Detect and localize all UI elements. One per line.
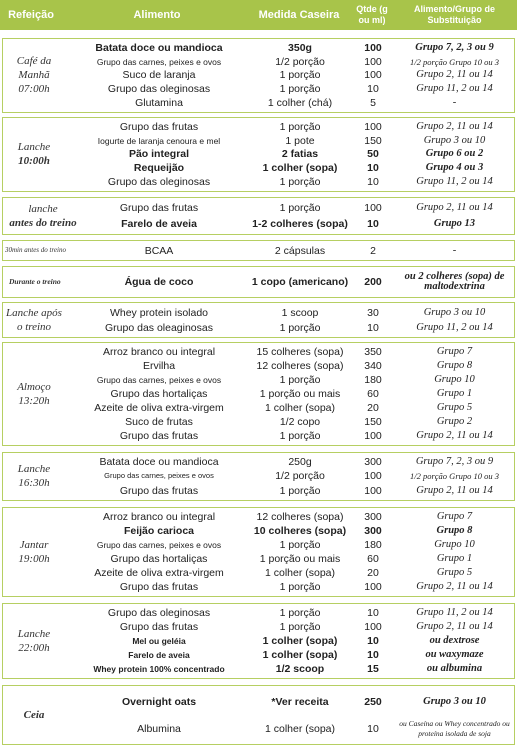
header-alimento: Alimento <box>133 9 181 21</box>
table-row <box>3 148 516 162</box>
qty-cell: 150 <box>364 134 382 147</box>
substitution-cell: Grupo 6 ou 2 <box>425 148 484 160</box>
substitution-cell: Grupo 13 <box>433 218 476 229</box>
measure-cell: 1-2 colheres (sopa) <box>252 218 348 230</box>
qty-cell: 10 <box>367 83 379 96</box>
substitution-cell: Grupo 7, 2, 3 ou 9 <box>415 41 494 53</box>
table-row <box>3 243 516 258</box>
measure-cell: 1 porção <box>279 202 321 214</box>
meal-block <box>2 240 515 261</box>
qty-cell: 10 <box>367 607 379 619</box>
substitution-cell: Grupo 10 <box>434 539 475 550</box>
substitution-cell: Grupo 2, 11 ou 14 <box>416 120 493 132</box>
substitution-cell: Grupo 2, 11 ou 14 <box>416 202 493 213</box>
substitution-cell: Grupo 11, 2 ou 14 <box>416 321 493 333</box>
qty-cell: 100 <box>364 69 382 82</box>
qty-cell: 10 <box>367 176 379 189</box>
meal-block <box>2 507 515 597</box>
substitution-cell: ou Caseína ou Whey concentrado ou proteína isolada de soja <box>399 718 510 738</box>
substitution-cell: Grupo 2, 11 ou 14 <box>416 581 493 592</box>
food-cell: Suco de frutas <box>125 416 193 428</box>
table-row <box>3 269 516 295</box>
measure-cell: 1 porção <box>279 581 321 593</box>
table-row <box>3 606 516 620</box>
measure-cell: 1 colher (chá) <box>267 97 333 110</box>
measure-cell: 10 colheres (sopa) <box>253 525 347 537</box>
qty-cell: 10 <box>367 162 379 175</box>
substitution-cell: ou 2 colheres (sopa) de maltodextrina <box>404 271 505 292</box>
measure-cell: 1 porção <box>279 83 321 96</box>
measure-cell: 1 porção <box>279 430 321 442</box>
substitution-cell: - <box>452 97 457 109</box>
substitution-cell: Grupo 1 <box>436 553 473 564</box>
food-cell: Arroz branco ou integral <box>102 346 216 358</box>
table-row <box>3 455 516 469</box>
food-cell: Grupo das hortaliças <box>110 553 208 565</box>
meal-block <box>2 302 515 338</box>
qty-cell: 100 <box>364 484 382 497</box>
measure-cell: 1 scoop <box>281 306 319 319</box>
food-cell: Batata doce ou mandioca <box>95 41 223 54</box>
measure-cell: *Ver receita <box>271 695 329 708</box>
header-alternativa: Alimento/Grupo de Substituição <box>414 4 495 25</box>
qty-cell: 100 <box>364 430 382 442</box>
table-row <box>3 134 516 148</box>
table-row <box>3 373 516 387</box>
substitution-cell: - <box>452 244 457 256</box>
measure-cell: 1 copo (americano) <box>251 276 349 288</box>
food-cell: Azeite de oliva extra-virgem <box>94 402 224 414</box>
qty-cell: 10 <box>367 722 379 735</box>
food-cell: Grupo das frutas <box>119 621 199 633</box>
food-cell: Grupo das oleginosas <box>107 176 211 189</box>
measure-cell: 1 porção <box>279 176 321 189</box>
table-row <box>3 620 516 634</box>
food-cell: Azeite de oliva extra-virgem <box>94 567 224 579</box>
qty-cell: 100 <box>364 120 382 133</box>
substitution-cell: Grupo 7 <box>436 511 473 522</box>
measure-cell: 1 colher (sopa) <box>264 567 336 579</box>
substitution-cell: Grupo 4 ou 3 <box>425 162 484 174</box>
substitution-cell: Grupo 10 <box>434 374 475 385</box>
qty-cell: 300 <box>364 525 382 537</box>
food-cell: Whey protein 100% concentrado <box>93 664 225 674</box>
qty-cell: 2 <box>370 244 376 257</box>
meal-block <box>2 452 515 501</box>
substitution-cell: Grupo 8 <box>436 360 473 371</box>
qty-cell: 60 <box>367 388 379 400</box>
meal-label: Lanche 16:30h <box>17 463 51 489</box>
table-row <box>3 41 516 55</box>
table-row <box>3 648 516 662</box>
table-row <box>3 69 516 83</box>
qty-cell: 20 <box>367 567 379 579</box>
food-cell: Overnight oats <box>121 695 197 708</box>
measure-cell: 1 pote <box>285 134 315 147</box>
substitution-cell: Grupo 3 ou 10 <box>423 134 486 146</box>
food-cell: Glutamina <box>135 97 183 110</box>
food-cell: Farelo de aveia <box>128 650 190 660</box>
substitution-cell: Grupo 2, 11 ou 14 <box>416 430 493 441</box>
food-cell: Grupo das frutas <box>119 581 199 593</box>
qty-cell: 30 <box>367 306 379 319</box>
substitution-cell: Grupo 11, 2 ou 14 <box>416 83 493 95</box>
meal-block <box>2 603 515 679</box>
measure-cell: 1/2 scoop <box>275 663 325 675</box>
table-row <box>3 305 516 320</box>
qty-cell: 10 <box>367 635 379 647</box>
substitution-cell: 1/2 porção Grupo 10 ou 3 <box>409 471 499 482</box>
qty-cell: 15 <box>367 663 379 675</box>
header-refeicao: Refeição <box>8 9 54 21</box>
food-cell: Grupo das frutas <box>119 120 199 133</box>
table-row <box>3 688 516 715</box>
substitution-cell: Grupo 5 <box>436 402 473 413</box>
measure-cell: 1 porção <box>279 621 321 633</box>
measure-cell: 1 colher (sopa) <box>262 635 338 647</box>
substitution-cell: Grupo 7 <box>436 346 473 357</box>
food-cell: Mel ou geléia <box>132 636 186 646</box>
qty-cell: 250 <box>364 695 382 708</box>
meal-label: Lanche após o treino <box>6 306 62 333</box>
qty-cell: 5 <box>370 97 376 110</box>
substitution-cell: 1/2 porção Grupo 10 ou 3 <box>409 56 499 67</box>
measure-cell: 12 colheres (sopa) <box>256 360 344 372</box>
food-cell: Grupo das frutas <box>119 202 199 214</box>
food-cell: Grupo das hortaliças <box>110 388 208 400</box>
meal-block <box>2 38 515 113</box>
food-cell: Whey protein isolado <box>109 306 209 319</box>
table-row <box>3 524 516 538</box>
meal-label: lanche antes do treino <box>9 202 77 229</box>
food-cell: Grupo das frutas <box>119 484 199 497</box>
qty-cell: 100 <box>364 621 382 633</box>
table-row <box>3 469 516 483</box>
substitution-cell: Grupo 2, 11 ou 14 <box>416 69 493 81</box>
meal-block <box>2 342 515 446</box>
meal-label: Lanche 10:00h <box>17 141 51 167</box>
measure-cell: 350g <box>288 41 312 54</box>
food-cell: BCAA <box>144 244 174 257</box>
table-row <box>3 175 516 189</box>
meal-label: Jantar 19:00h <box>18 538 50 565</box>
food-cell: Ervilha <box>142 360 176 372</box>
measure-cell: 2 cápsulas <box>274 244 326 257</box>
table-row <box>3 320 516 335</box>
meal-label: Ceia <box>23 708 45 721</box>
measure-cell: 1 porção <box>279 69 321 82</box>
measure-cell: 1 porção <box>279 321 321 334</box>
table-row <box>3 634 516 648</box>
substitution-cell: ou waxymaze <box>425 649 484 660</box>
measure-cell: 1 colher (sopa) <box>262 162 338 175</box>
food-cell: Grupo das carnes, peixes e ovos <box>104 471 214 481</box>
food-cell: Grupo das oleginosas <box>107 83 211 96</box>
measure-cell: 1 porção <box>279 607 321 619</box>
table-row <box>3 55 516 69</box>
food-cell: Grupo das oleginosas <box>107 607 211 619</box>
table-row <box>3 216 516 232</box>
meal-block <box>2 685 515 745</box>
food-cell: Grupo das oleaginosas <box>105 321 213 334</box>
measure-cell: 1/2 porção <box>275 55 325 68</box>
substitution-cell: Grupo 5 <box>436 567 473 578</box>
table-row <box>3 96 516 110</box>
measure-cell: 1 porção <box>279 120 321 133</box>
substitution-cell: Grupo 2 <box>436 416 473 427</box>
qty-cell: 150 <box>364 416 382 428</box>
food-cell: Feijão carioca <box>123 525 195 537</box>
qty-cell: 180 <box>364 539 382 551</box>
table-row <box>3 429 516 443</box>
substitution-cell: ou albumina <box>426 663 483 674</box>
qty-cell: 300 <box>364 456 382 469</box>
food-cell: Batata doce ou mandioca <box>99 456 219 469</box>
table-row <box>3 662 516 676</box>
measure-cell: 1 colher (sopa) <box>264 722 336 735</box>
qty-cell: 10 <box>367 321 379 334</box>
meal-label: 30min antes do treino <box>5 245 66 254</box>
substitution-cell: Grupo 11, 2 ou 14 <box>416 607 493 618</box>
measure-cell: 250g <box>288 456 312 469</box>
meal-label: Café da Manhã 07:00h <box>16 55 52 95</box>
substitution-cell: Grupo 1 <box>436 388 473 399</box>
substitution-cell: Grupo 2, 11 ou 14 <box>416 621 493 632</box>
substitution-cell: Grupo 2, 11 ou 14 <box>416 484 493 496</box>
measure-cell: 1 porção <box>279 484 321 497</box>
table-row <box>3 415 516 429</box>
measure-cell: 1 colher (sopa) <box>262 649 338 661</box>
qty-cell: 100 <box>364 202 382 214</box>
table-row <box>3 387 516 401</box>
food-cell: Grupo das carnes, peixes e ovos <box>96 375 222 385</box>
food-cell: Grupo das carnes, peixes e ovos <box>96 56 222 67</box>
food-cell: Requeijão <box>133 162 185 175</box>
food-cell: Grupo das carnes, peixes e ovos <box>96 540 222 550</box>
substitution-cell: Grupo 3 ou 10 <box>423 306 486 318</box>
table-row <box>3 200 516 216</box>
food-cell: Pão integral <box>128 148 190 161</box>
qty-cell: 10 <box>367 218 379 230</box>
food-cell: Água de coco <box>124 276 194 288</box>
food-cell: Grupo das frutas <box>119 430 199 442</box>
measure-cell: 1 porção ou mais <box>259 553 341 565</box>
meal-block <box>2 266 515 298</box>
meal-block <box>2 197 515 235</box>
table-row <box>3 715 516 742</box>
table-row <box>3 510 516 524</box>
substitution-cell: Grupo 8 <box>436 525 473 536</box>
table-row <box>3 345 516 359</box>
measure-cell: 1/2 copo <box>279 416 321 428</box>
measure-cell: 1 porção <box>279 539 321 551</box>
qty-cell: 100 <box>364 581 382 593</box>
table-row <box>3 161 516 175</box>
qty-cell: 100 <box>364 55 382 68</box>
qty-cell: 60 <box>367 553 379 565</box>
qty-cell: 200 <box>364 276 382 288</box>
measure-cell: 1 porção <box>279 374 321 386</box>
meal-block <box>2 117 515 192</box>
qty-cell: 100 <box>364 41 382 54</box>
substitution-cell: Grupo 7, 2, 3 ou 9 <box>415 456 494 468</box>
table-row <box>3 484 516 498</box>
table-row <box>3 82 516 96</box>
qty-cell: 20 <box>367 402 379 414</box>
qty-cell: 350 <box>364 346 382 358</box>
qty-cell: 340 <box>364 360 382 372</box>
header-qtde: Qtde (g ou ml) <box>356 4 388 25</box>
table-row <box>3 120 516 134</box>
header-medida: Medida Caseira <box>258 9 340 21</box>
meal-label: Lanche 22:00h <box>17 627 51 654</box>
table-row <box>3 566 516 580</box>
qty-cell: 10 <box>367 649 379 661</box>
measure-cell: 12 colheres (sopa) <box>256 511 344 523</box>
measure-cell: 2 fatias <box>281 148 319 161</box>
food-cell: Farelo de aveia <box>121 218 197 230</box>
food-cell: Arroz branco ou integral <box>102 511 216 523</box>
measure-cell: 15 colheres (sopa) <box>256 346 344 358</box>
meal-label: Almoço 13:20h <box>17 380 51 407</box>
meal-label: Durante o treino <box>9 277 61 286</box>
measure-cell: 1 colher (sopa) <box>264 402 336 414</box>
qty-cell: 50 <box>367 148 379 161</box>
qty-cell: 180 <box>364 374 382 386</box>
table-row <box>3 552 516 566</box>
substitution-cell: Grupo 3 ou 10 <box>423 695 486 707</box>
food-cell: Suco de laranja <box>122 69 196 82</box>
substitution-cell: ou dextrose <box>429 635 480 646</box>
table-row <box>3 359 516 373</box>
measure-cell: 1 porção ou mais <box>259 388 341 400</box>
qty-cell: 100 <box>364 470 382 483</box>
food-cell: Albumina <box>137 722 181 735</box>
substitution-cell: Grupo 11, 2 ou 14 <box>416 176 493 188</box>
table-row <box>3 401 516 415</box>
table-row <box>3 580 516 594</box>
table-row <box>3 538 516 552</box>
food-cell: Iogurte de laranja cenoura e mel <box>97 135 221 146</box>
qty-cell: 300 <box>364 511 382 523</box>
measure-cell: 1/2 porção <box>275 470 325 483</box>
